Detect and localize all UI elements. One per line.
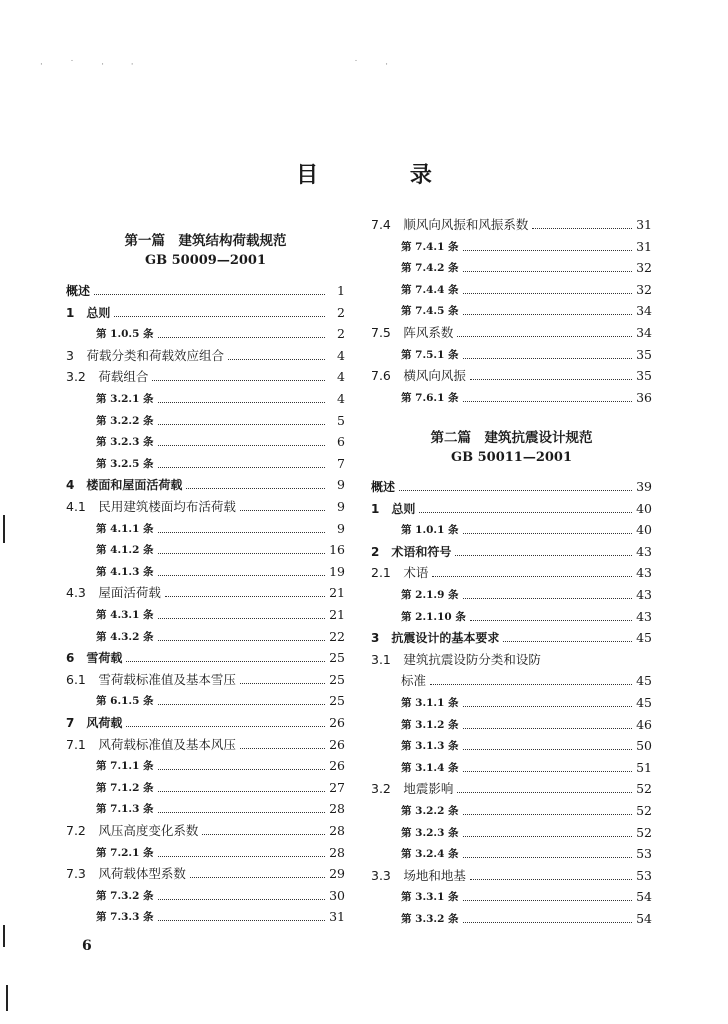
toc-entry [66, 303, 345, 323]
toc-entry-label: 3 抗震设计的基本要求 [371, 631, 500, 646]
toc-entry [371, 563, 652, 583]
toc-entry [371, 715, 652, 735]
toc-entry [66, 799, 345, 819]
dot-leader [432, 576, 632, 577]
toc-entry-label: 7.5 阵风系数 [371, 325, 454, 340]
toc-entry-label: 7.6 横风向风振 [371, 368, 466, 384]
toc-entry-page: 1 [337, 283, 345, 298]
toc-entry [66, 713, 345, 733]
toc-entry [66, 735, 345, 755]
toc-entry-page: 4 [337, 391, 345, 406]
toc-entry-label: 第 7.1.3 条 [96, 803, 154, 816]
toc-entry [66, 281, 345, 301]
toc-entry [371, 693, 652, 713]
toc-entry-label: 第 4.1.2 条 [96, 544, 154, 557]
dot-leader [463, 857, 632, 858]
toc-entry-label: 第 7.4.4 条 [401, 283, 459, 296]
toc-entry-label: 第 4.1.3 条 [96, 565, 154, 578]
dot-leader [463, 814, 632, 815]
toc-entry-page: 21 [329, 607, 345, 622]
toc-entry-label: 7 风荷载 [66, 716, 123, 730]
toc-entry [66, 778, 345, 798]
toc-entry-page: 27 [329, 779, 345, 795]
part-heading: 第二篇 建筑抗震设计规范 [430, 430, 593, 446]
toc-entry-label: 标准 [401, 673, 427, 689]
toc-entry-page: 28 [329, 823, 345, 838]
toc-entry-page: 22 [329, 628, 345, 644]
dot-leader [165, 596, 325, 597]
toc-entry [371, 866, 652, 886]
toc-entry-page: 21 [329, 585, 345, 601]
dot-leader [419, 512, 632, 513]
toc-entry-label: 第 7.4.2 条 [401, 262, 459, 275]
toc-entry-label: 第 7.1.1 条 [96, 760, 154, 773]
toc-entry-label: 第 3.2.2 条 [401, 805, 459, 817]
dot-leader [202, 834, 325, 835]
toc-entry-page: 52 [636, 824, 652, 840]
toc-entry-label: 7.4 顺风向风振和风振系数 [371, 217, 529, 232]
dot-leader [240, 683, 325, 684]
dot-leader [399, 490, 632, 491]
toc-entry [371, 909, 652, 929]
toc-entry-page: 2 [337, 304, 345, 320]
toc-entry [66, 540, 345, 560]
page-title: 目 录 [296, 163, 474, 188]
toc-entry-page: 28 [329, 801, 345, 817]
dot-leader [463, 358, 632, 359]
toc-entry [371, 280, 652, 300]
toc-entry-page: 25 [329, 693, 345, 709]
toc-entry [371, 607, 652, 627]
dot-leader [126, 661, 325, 662]
toc-entry-page: 45 [636, 673, 652, 689]
scan-edge-mark [6, 985, 8, 1011]
dot-leader [158, 920, 325, 921]
dot-leader [463, 598, 632, 599]
toc-entry-label: 2 术语和符号 [371, 544, 452, 559]
toc-entry-page: 34 [636, 325, 652, 340]
toc-entry-label: 第 3.2.5 条 [96, 457, 154, 470]
dot-leader [463, 900, 632, 901]
dot-leader [158, 402, 325, 403]
toc-entry-page: 36 [636, 389, 652, 405]
toc-entry-page: 25 [329, 650, 345, 666]
toc-entry-label: 概述 [371, 480, 396, 494]
toc-entry [371, 758, 652, 778]
dot-leader [158, 532, 325, 533]
toc-entry-page: 43 [636, 587, 652, 602]
toc-entry-label: 3.3 场地和地基 [371, 867, 466, 883]
toc-entry [371, 215, 652, 235]
toc-entry [66, 886, 345, 906]
toc-entry [371, 520, 652, 540]
toc-entry-label: 第 7.5.1 条 [401, 348, 459, 361]
toc-entry [66, 627, 345, 647]
toc-entry-label: 第 6.1.5 条 [96, 695, 154, 708]
toc-entry-label: 第 1.0.5 条 [96, 328, 154, 341]
part-code: GB 50011—2001 [450, 450, 573, 465]
dot-leader [463, 314, 632, 315]
toc-entry-label: 第 3.1.1 条 [401, 697, 459, 709]
toc-entry-label: 4 楼面和屋面活荷载 [66, 478, 183, 493]
toc-entry [371, 779, 652, 799]
toc-entry [66, 691, 345, 711]
toc-entry [371, 801, 652, 821]
toc-entry-label: 1 总则 [66, 305, 111, 320]
toc-entry [66, 843, 345, 863]
toc-entry-page: 43 [636, 543, 652, 559]
toc-entry-page: 52 [636, 803, 652, 818]
toc-entry-page: 32 [636, 281, 652, 297]
toc-entry-label: 第 1.0.1 条 [401, 524, 459, 537]
toc-entry [371, 499, 652, 519]
toc-entry-page: 31 [329, 909, 345, 925]
toc-entry [66, 670, 345, 690]
toc-entry-label: 第 3.1.4 条 [401, 761, 459, 774]
toc-entry [371, 585, 652, 605]
toc-entry-label: 第 7.3.3 条 [96, 911, 154, 924]
dot-leader [186, 488, 325, 489]
toc-entry [66, 324, 345, 344]
dot-leader [158, 812, 325, 813]
toc-entry-page: 26 [329, 715, 345, 730]
toc-entry-label: 第 3.3.1 条 [401, 891, 459, 904]
toc-entry [371, 323, 652, 343]
toc-entry-label: 第 7.4.1 条 [401, 240, 459, 253]
part-code: GB 50009—2001 [144, 253, 267, 268]
toc-entry-page: 34 [636, 303, 652, 319]
toc-entry [66, 648, 345, 668]
toc-entry [66, 475, 345, 495]
toc-entry [371, 628, 652, 648]
toc-entry [66, 864, 345, 884]
dot-leader [158, 445, 325, 446]
dot-leader [240, 748, 325, 749]
dot-leader [126, 726, 325, 727]
toc-entry-page: 6 [337, 434, 345, 450]
toc-entry [66, 389, 345, 409]
dot-leader [457, 792, 632, 793]
toc-entry-page: 26 [329, 736, 345, 752]
toc-entry-label: 4.1 民用建筑楼面均布活荷载 [66, 499, 236, 514]
dot-leader [158, 704, 325, 705]
dot-leader [94, 294, 325, 295]
dot-leader [463, 250, 632, 251]
toc-entry-page: 46 [636, 716, 652, 732]
toc-entry-page: 25 [329, 671, 345, 687]
toc-entry-page: 53 [636, 867, 652, 883]
toc-entry-label: 第 7.2.1 条 [96, 846, 154, 859]
dot-leader [152, 380, 325, 381]
toc-entry [371, 736, 652, 756]
toc-entry-label: 第 3.2.4 条 [401, 848, 459, 861]
toc-entry-label: 概述 [66, 284, 91, 298]
toc-entry [371, 650, 652, 670]
dot-leader [463, 749, 632, 750]
toc-entry-page: 7 [337, 455, 345, 471]
dot-leader [463, 271, 632, 272]
toc-entry-page: 9 [337, 520, 345, 536]
dot-leader [228, 359, 325, 360]
toc-entry [66, 583, 345, 603]
toc-entry [66, 432, 345, 452]
toc-entry-page: 54 [636, 889, 652, 905]
toc-entry-page: 29 [329, 866, 345, 882]
toc-entry-label: 第 7.4.5 条 [401, 305, 459, 318]
toc-entry [371, 542, 652, 562]
toc-entry-label: 4.3 屋面活荷载 [66, 585, 161, 601]
toc-entry-label: 第 7.3.2 条 [96, 889, 154, 902]
toc-entry [66, 605, 345, 625]
toc-entry-page: 40 [636, 522, 652, 538]
toc-entry-page: 28 [329, 844, 345, 860]
toc-entry-label: 3 荷载分类和荷载效应组合 [66, 347, 224, 363]
toc-entry-label: 第 3.1.3 条 [401, 740, 459, 753]
toc-entry-page: 9 [337, 499, 345, 514]
toc-entry [371, 823, 652, 843]
dot-leader [158, 424, 325, 425]
toc-entry-label: 第 3.2.3 条 [401, 826, 459, 839]
toc-entry [371, 345, 652, 365]
toc-entry-label: 第 7.1.2 条 [96, 781, 154, 794]
toc-entry-label: 6 雪荷载 [66, 651, 123, 666]
toc-entry [66, 497, 345, 517]
toc-entry [371, 887, 652, 907]
toc-entry-page: 5 [337, 412, 345, 428]
toc-entry-label: 3.2 荷载组合 [66, 369, 149, 385]
toc-entry [371, 477, 652, 497]
dot-leader [532, 228, 632, 229]
toc-entry-page: 16 [329, 542, 345, 558]
page-number: 6 [82, 938, 92, 954]
toc-entry-label: 第 3.2.1 条 [96, 393, 154, 405]
toc-entry-label: 7.2 风压高度变化系数 [66, 823, 199, 838]
toc-entry-page: 51 [636, 759, 652, 775]
toc-entry-label: 2.1 术语 [371, 565, 429, 581]
toc-entry-page: 52 [636, 781, 652, 797]
toc-entry-label: 3.1 建筑抗震设防分类和设防 [371, 651, 541, 667]
toc-entry-label: 7.3 风荷载体型系数 [66, 866, 186, 882]
dot-leader [455, 555, 632, 556]
toc-entry [66, 756, 345, 776]
scan-noise: · ˙ · · ˙ · [40, 60, 400, 70]
toc-entry-page: 43 [636, 608, 652, 624]
toc-entry-page: 31 [636, 217, 652, 232]
toc-entry [371, 237, 652, 257]
toc-entry-page: 31 [636, 238, 652, 254]
toc-entry-label: 第 4.1.1 条 [96, 522, 154, 535]
dot-leader [158, 467, 325, 468]
dot-leader [463, 836, 632, 837]
toc-entry-label: 第 2.1.10 条 [401, 610, 466, 623]
toc-entry-label: 第 4.3.2 条 [96, 630, 154, 643]
toc-entry [66, 519, 345, 539]
dot-leader [158, 769, 325, 770]
dot-leader [158, 553, 325, 554]
toc-entry [66, 454, 345, 474]
dot-leader [463, 533, 632, 534]
dot-leader [463, 401, 632, 402]
toc-entry-page: 39 [636, 479, 652, 494]
scan-edge-mark [3, 515, 5, 543]
toc-entry-page: 4 [337, 369, 345, 385]
toc-entry-label: 第 2.1.9 条 [401, 589, 459, 601]
dot-leader [158, 337, 325, 338]
dot-leader [470, 379, 632, 380]
toc-entry-label: 第 7.6.1 条 [401, 391, 459, 404]
dot-leader [457, 336, 632, 337]
toc-entry-page: 45 [636, 630, 652, 646]
scan-edge-mark [3, 925, 5, 947]
toc-entry [371, 301, 652, 321]
dot-leader [114, 316, 325, 317]
toc-entry [371, 388, 652, 408]
toc-entry-label: 3.2 地震影响 [371, 781, 454, 797]
dot-leader [463, 728, 632, 729]
toc-entry-page: 53 [636, 846, 652, 862]
toc-entry-page: 9 [337, 477, 345, 493]
toc-entry-page: 40 [636, 500, 652, 516]
toc-entry-page: 4 [337, 347, 345, 363]
toc-entry [66, 411, 345, 431]
toc-entry [66, 367, 345, 387]
dot-leader [158, 791, 325, 792]
toc-entry-label: 第 3.3.2 条 [401, 913, 459, 925]
dot-leader [158, 640, 325, 641]
toc-entry-page: 19 [329, 563, 345, 579]
dot-leader [430, 684, 632, 685]
toc-entry-page: 50 [636, 738, 652, 754]
toc-entry [66, 821, 345, 841]
part-heading: 第一篇 建筑结构荷载规范 [124, 233, 287, 249]
dot-leader [463, 293, 632, 294]
dot-leader [470, 879, 632, 880]
dot-leader [470, 620, 632, 621]
toc-entry-page: 35 [636, 346, 652, 362]
dot-leader [240, 510, 325, 511]
toc-entry-label: 6.1 雪荷载标准值及基本雪压 [66, 671, 236, 687]
toc-entry-page: 26 [329, 758, 345, 774]
toc-entry [371, 258, 652, 278]
toc-entry-label: 第 3.2.2 条 [96, 414, 154, 427]
toc-entry-label: 第 3.2.3 条 [96, 436, 154, 449]
toc-entry-page: 43 [636, 565, 652, 581]
toc-entry-page: 30 [329, 887, 345, 903]
dot-leader [158, 856, 325, 857]
dot-leader [190, 877, 325, 878]
toc-entry [371, 671, 652, 691]
toc-entry-label: 第 4.3.1 条 [96, 609, 154, 621]
toc-entry [66, 562, 345, 582]
toc-entry-label: 1 总则 [371, 501, 416, 516]
dot-leader [463, 706, 632, 707]
toc-entry [66, 346, 345, 366]
toc-entry-label: 7.1 风荷载标准值及基本风压 [66, 736, 236, 752]
dot-leader [503, 641, 632, 642]
toc-entry-page: 2 [337, 326, 345, 342]
toc-entry [371, 844, 652, 864]
dot-leader [463, 922, 632, 923]
toc-entry-page: 45 [636, 695, 652, 710]
toc-entry-page: 32 [636, 260, 652, 276]
toc-entry [66, 907, 345, 927]
dot-leader [158, 899, 325, 900]
toc-entry-page: 35 [636, 368, 652, 384]
dot-leader [463, 771, 632, 772]
dot-leader [158, 618, 325, 619]
dot-leader [158, 575, 325, 576]
toc-entry-label: 第 3.1.2 条 [401, 718, 459, 731]
toc-entry-page: 54 [636, 911, 652, 926]
toc-entry [371, 366, 652, 386]
